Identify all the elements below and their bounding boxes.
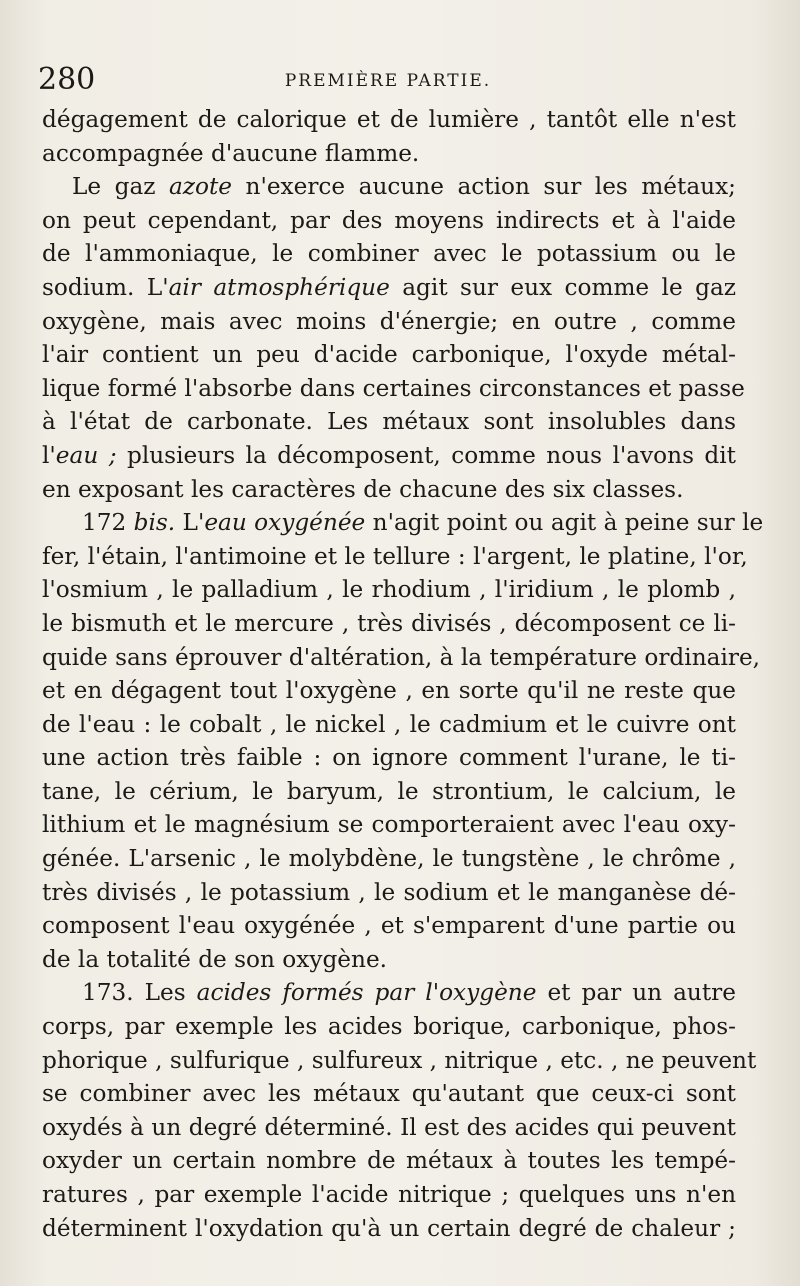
text-run: le bismuth et le mercure , très divisés , décomposent ce li-	[42, 609, 736, 637]
text-run: déterminent l'oxydation qu'à un certain degré de chaleur ;	[42, 1214, 736, 1242]
text-line	[42, 641, 761, 675]
italic-term: eau oxygénée	[204, 509, 366, 537]
text-run: en exposant les caractères de chacune des six classes.	[42, 475, 684, 503]
text-run: génée. L'arsenic , le molybdène, le tungstène , le chrôme ,	[42, 845, 736, 873]
text-line	[42, 540, 748, 574]
text-line	[42, 1010, 736, 1044]
text-run: composent l'eau oxygénée , et s'emparent d'une partie ou	[42, 912, 736, 940]
text-line	[42, 506, 764, 540]
text-line	[42, 405, 736, 439]
italic-term: eau ;	[55, 441, 117, 469]
text-line	[42, 808, 736, 842]
text-run: à l'état de carbonate. Les métaux sont insolubles dans	[42, 408, 736, 436]
text-run: sodium. L'	[42, 273, 169, 301]
text-run: une action très faible : on ignore comment l'urane, le ti-	[42, 744, 736, 772]
text-run: oxyder un certain nombre de métaux à toutes les tempé-	[42, 1147, 736, 1175]
text-run: l'air contient un peu d'acide carbonique, l'oxyde métal-	[42, 341, 736, 369]
text-line	[42, 137, 736, 171]
text-line	[42, 775, 736, 809]
text-line	[42, 1077, 736, 1111]
text-run: de l'ammoniaque, le combiner avec le potassium ou le	[42, 240, 736, 268]
text-run: lique formé l'absorbe dans certaines circonstances et passe	[42, 374, 745, 402]
text-run: très divisés , le potassium , le sodium et le manganèse dé-	[42, 878, 736, 906]
text-run: 172	[82, 509, 134, 537]
text-run: n'exerce aucune action sur les métaux;	[232, 173, 736, 201]
text-run: plusieurs la décomposent, comme nous l'avons dit	[116, 441, 736, 469]
italic-term: air atmosphérique	[168, 273, 390, 301]
text-line	[42, 1178, 736, 1212]
text-run: fer, l'étain, l'antimoine et le tellure : l'argent, le platine, l'or,	[42, 542, 748, 570]
body-text	[42, 103, 764, 1245]
text-run: de l'eau : le cobalt , le nickel , le cadmium et le cuivre ont	[42, 710, 736, 738]
text-run: on peut cependant, par des moyens indirects et à l'aide	[42, 206, 736, 234]
text-line	[42, 271, 736, 305]
text-run: de la totalité de son oxygène.	[42, 945, 388, 973]
text-run: oxygène, mais avec moins d'énergie; en outre , comme	[42, 307, 736, 335]
text-run: oxydés à un degré déterminé. Il est des acides qui peuvent	[42, 1113, 736, 1141]
italic-term: bis.	[133, 509, 176, 537]
text-run: corps, par exemple les acides borique, carbonique, phos-	[42, 1013, 736, 1041]
text-run: quide sans éprouver d'altération, à la température ordinaire,	[42, 643, 761, 671]
text-run: l'	[42, 441, 56, 469]
text-line	[42, 674, 736, 708]
text-line	[42, 1212, 736, 1246]
text-run: lithium et le magnésium se comporteraient avec l'eau oxy-	[42, 811, 736, 839]
text-run: Le gaz	[72, 173, 169, 201]
text-run: l'osmium , le palladium , le rhodium , l'iridium , le plomb ,	[42, 576, 736, 604]
text-line	[42, 170, 736, 204]
text-run: et en dégagent tout l'oxygène , en sorte qu'il ne reste que	[42, 677, 736, 705]
italic-term: acides formés par l'oxygène	[196, 979, 537, 1007]
text-line	[42, 204, 736, 238]
text-line	[42, 237, 736, 271]
text-run: 173. Les	[82, 979, 197, 1007]
text-line	[42, 372, 745, 406]
text-line	[42, 439, 736, 473]
text-line	[42, 708, 736, 742]
text-run: tane, le cérium, le baryum, le strontium, le calcium, le	[42, 777, 736, 805]
page-number: 280	[38, 62, 96, 97]
text-line	[42, 473, 736, 507]
text-line	[42, 103, 736, 137]
text-run: agit sur eux comme le gaz	[389, 273, 736, 301]
text-line	[42, 1144, 736, 1178]
text-line	[42, 876, 736, 910]
text-run: se combiner avec les métaux qu'autant que ceux-ci sont	[42, 1080, 736, 1108]
italic-term: azote	[168, 173, 233, 201]
text-line	[42, 607, 736, 641]
text-run: ratures , par exemple l'acide nitrique ; quelques uns n'en	[42, 1181, 736, 1208]
text-line	[42, 976, 736, 1010]
running-head: PREMIÈRE PARTIE.	[284, 71, 492, 91]
text-line	[42, 943, 736, 977]
text-line	[42, 573, 736, 607]
text-line	[42, 842, 736, 876]
text-run: L'	[175, 509, 205, 537]
text-line	[42, 909, 736, 943]
text-line	[42, 305, 736, 339]
text-line	[42, 741, 736, 775]
text-line	[42, 338, 736, 372]
text-run: phorique , sulfurique , sulfureux , nitrique , etc. , ne peuvent	[42, 1046, 757, 1074]
text-line	[42, 1111, 736, 1145]
text-run: dégagement de calorique et de lumière , tantôt elle n'est	[42, 106, 736, 133]
page-header	[38, 60, 738, 100]
text-run: n'agit point ou agit à peine sur le	[365, 509, 764, 537]
text-run: accompagnée d'aucune flamme.	[42, 139, 420, 167]
text-line	[42, 1044, 757, 1078]
text-run: et par un autre	[536, 979, 736, 1007]
